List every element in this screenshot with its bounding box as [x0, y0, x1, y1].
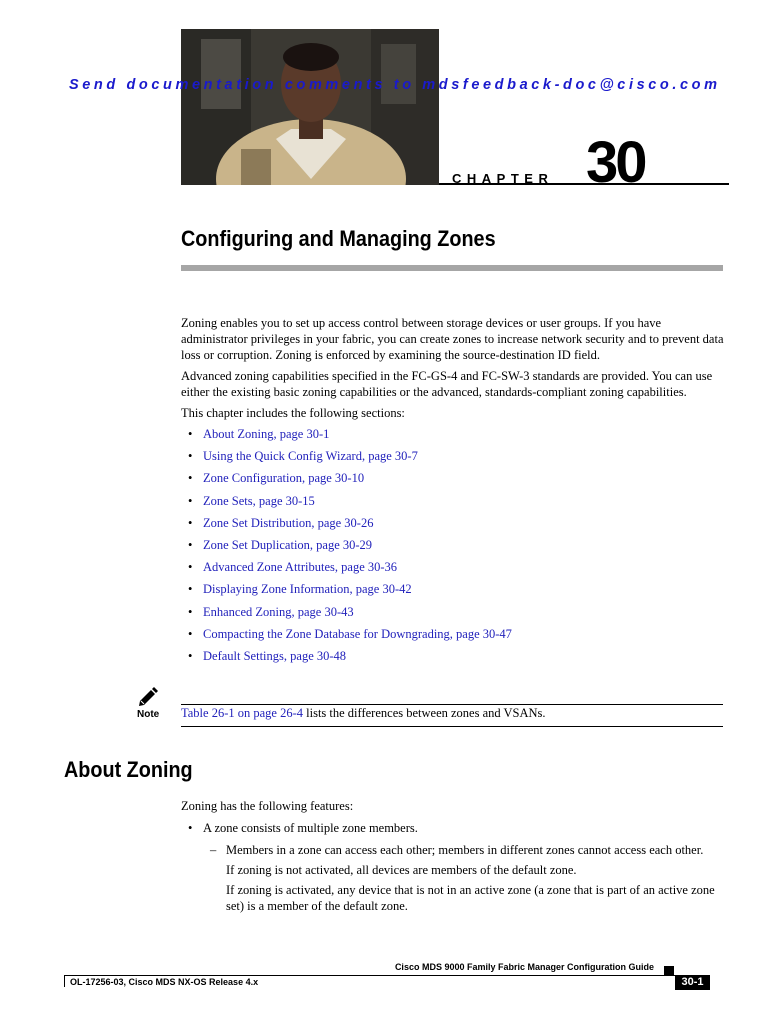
toc-item: [181, 559, 726, 581]
footer-guide-title: Cisco MDS 9000 Family Fabric Manager Configuration Guide: [394, 962, 654, 972]
chapter-title: Configuring and Managing Zones: [181, 226, 496, 251]
chapter-label: CHAPTER: [452, 171, 554, 186]
note-link[interactable]: Table 26-1 on page 26-4: [181, 706, 304, 720]
toc-link[interactable]: About Zoning, page 30-1: [203, 427, 330, 441]
toc-link[interactable]: Displaying Zone Information, page 30-42: [203, 582, 412, 597]
toc-link[interactable]: Zone Set Distribution, page 30-26: [203, 515, 374, 530]
toc-item: [181, 470, 726, 492]
toc-link[interactable]: Default Settings, page 30-48: [203, 648, 347, 663]
intro-paragraph-2: Advanced zoning capabilities specified in the FC-GS-4 and FC-SW-3 standards are provided. You can use either the existing basic zoning capabilities or the advanced, standards-compliant zoning capabilities.: [181, 369, 713, 399]
footer-release: OL-17256-03, Cisco MDS NX-OS Release 4.x: [70, 977, 259, 987]
intro-paragraph-3: This chapter includes the following sections:: [181, 406, 405, 420]
feature-paragraph: If zoning is activated, any device that is not in an active zone (a zone that is part of an active zone set) is a member of the default zone.: [226, 883, 715, 913]
features-lead: Zoning has the following features:: [181, 799, 354, 813]
toc-item: [181, 626, 726, 648]
person-illustration: [181, 29, 439, 185]
toc-item: [181, 581, 726, 603]
feature-paragraph: If zoning is not activated, all devices are members of the default zone.: [226, 863, 577, 877]
chapter-number: 30: [586, 130, 645, 195]
feature-dash-item: – Members in a zone can access each other; members in different zones cannot access each other.: [181, 842, 726, 858]
toc-item: [181, 604, 726, 626]
feedback-banner[interactable]: Send documentation comments to mdsfeedback-doc@cisco.com: [69, 77, 721, 93]
toc-link[interactable]: Using the Quick Config Wizard, page 30-7: [203, 449, 418, 464]
intro-section: [181, 315, 726, 670]
toc-item: [181, 515, 726, 537]
footer-marker: [664, 966, 674, 975]
toc-link[interactable]: Zone Configuration, page 30-10: [203, 471, 365, 486]
pencil-icon: [137, 686, 159, 711]
toc-link[interactable]: Zone Set Duplication, page 30-29: [203, 537, 373, 552]
toc-item: [181, 493, 726, 515]
toc-item: [181, 537, 726, 559]
note-rule-bottom: [181, 726, 723, 727]
note-rule-top: [181, 704, 723, 705]
note-body: lists the differences between zones and VSANs.: [303, 706, 546, 720]
note-text: [181, 706, 546, 721]
toc-item: [181, 426, 726, 448]
toc-link[interactable]: Zone Sets, page 30-15: [203, 493, 315, 508]
toc-list: [181, 426, 726, 670]
toc-item: [181, 448, 726, 470]
note-label: Note: [137, 709, 160, 720]
toc-link[interactable]: Compacting the Zone Database for Downgrading, page 30-47: [203, 626, 512, 641]
title-bar: [181, 265, 723, 271]
page-number: 30-1: [675, 975, 710, 990]
footer-tick: [64, 975, 65, 987]
feature-bullet: • A zone consists of multiple zone members.: [181, 820, 726, 836]
intro-paragraph-1: Zoning enables you to set up access control between storage devices or user groups. If you have administrator privileges in your fabric, you can create zones to increase network security and to prevent data loss or corruption. Zoning is enforced by examining the source-destination ID field.: [181, 316, 724, 362]
toc-link[interactable]: Advanced Zone Attributes, page 30-36: [203, 560, 398, 575]
chapter-photo: [181, 29, 439, 185]
toc-link[interactable]: Enhanced Zoning, page 30-43: [203, 604, 354, 619]
features-section: [181, 798, 726, 914]
toc-item: [181, 648, 726, 670]
footer-rule: [64, 975, 710, 976]
section-title: About Zoning: [64, 757, 193, 782]
